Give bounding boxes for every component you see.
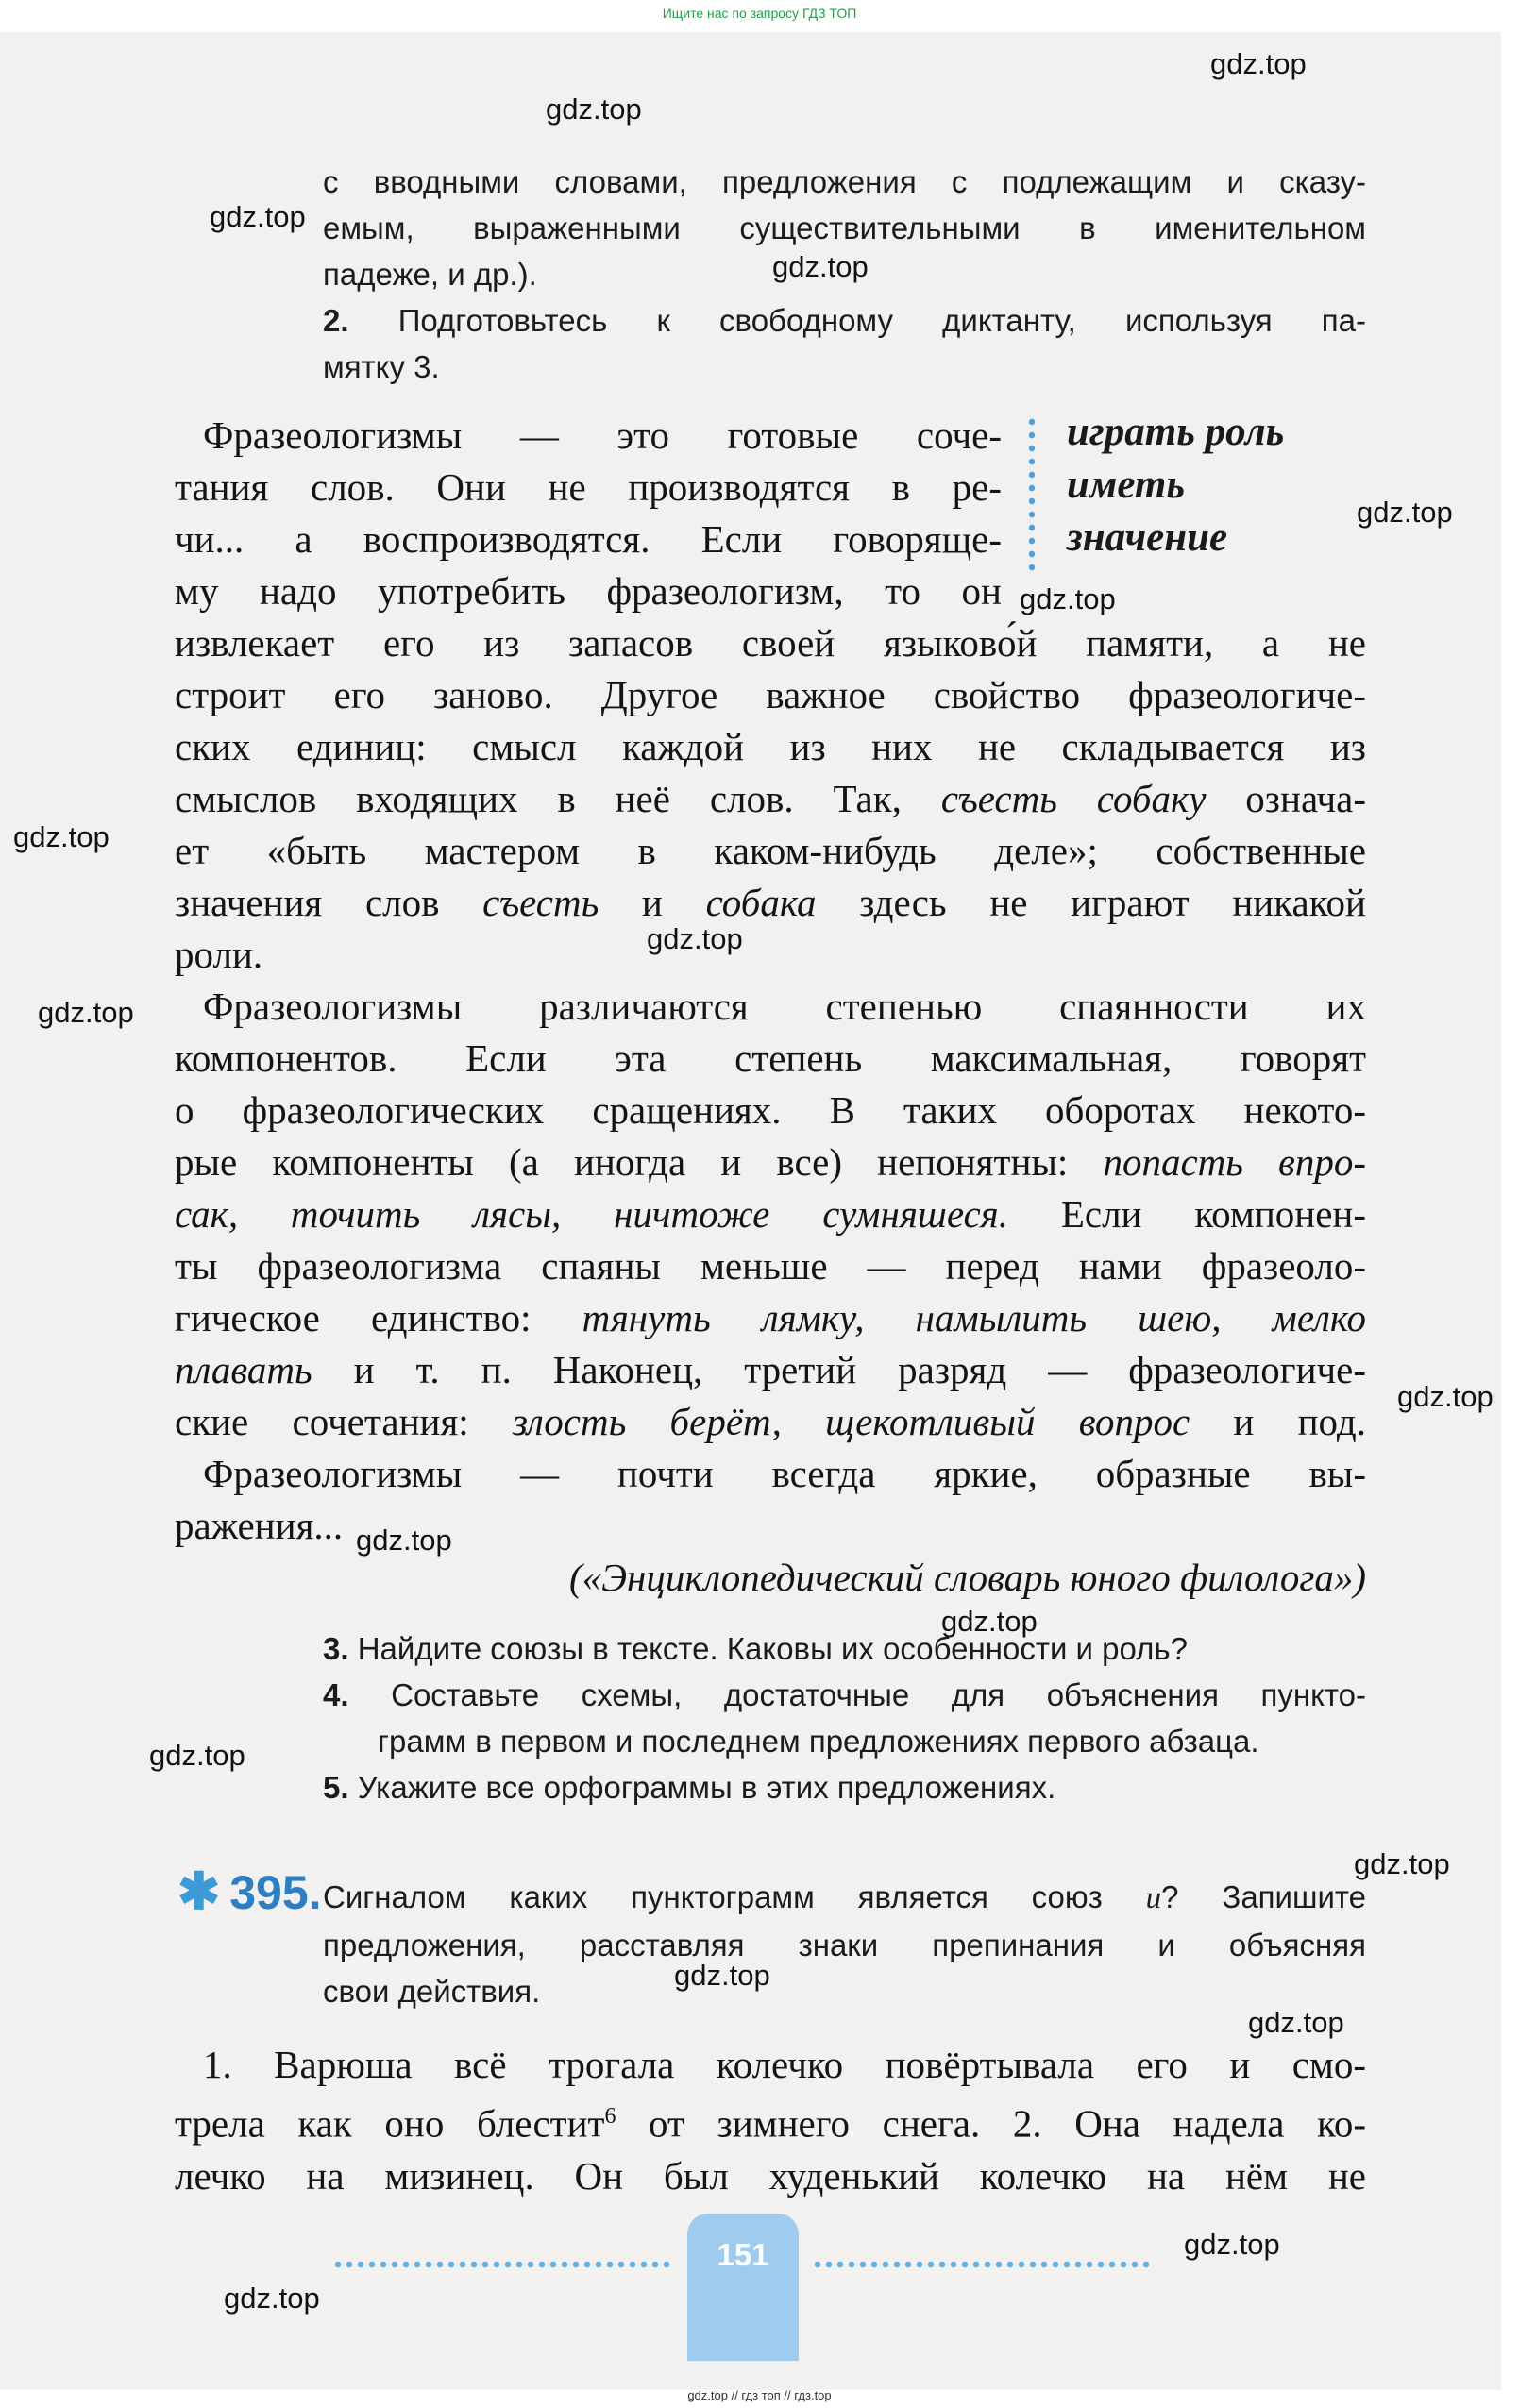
top-note: Ищите нас по запросу ГДЗ ТОП bbox=[662, 6, 857, 21]
watermark: gdz.top bbox=[149, 1739, 245, 1772]
text-line bbox=[175, 877, 1366, 929]
text-run: Если компонен- bbox=[1008, 1192, 1366, 1236]
text-run: и т. п. Наконец, третий разряд — фразеологиче- bbox=[312, 1348, 1366, 1391]
exercise-number-text: 395. bbox=[229, 1866, 322, 1919]
watermark: gdz.top bbox=[1184, 2228, 1280, 2261]
task-2 bbox=[323, 297, 1366, 390]
text-run: рые компоненты (а иногда и все) непонятны: bbox=[175, 1140, 1104, 1184]
text-run: Сигналом каких пунктограмм является союз bbox=[323, 1879, 1146, 1914]
text-line bbox=[323, 297, 1366, 344]
watermark: gdz.top bbox=[224, 2282, 320, 2315]
text-line: мятку 3. bbox=[323, 349, 440, 384]
text-run: от зимнего снега. 2. Она надела ко- bbox=[616, 2101, 1366, 2146]
footer-dots-left bbox=[332, 2261, 674, 2268]
text-line bbox=[175, 773, 1366, 825]
intro-text bbox=[323, 159, 1366, 297]
text-run: смыслов входящих в неё слов. Так, bbox=[175, 777, 941, 820]
watermark: gdz.top bbox=[13, 820, 110, 853]
text-run: трела как оно блестит bbox=[175, 2101, 605, 2146]
text-line: извлекает его из запасов своей языково́й памяти, а не bbox=[175, 621, 1366, 665]
text-line: Фразеологизмы — почти всегда яркие, образные вы- bbox=[203, 1452, 1366, 1495]
task-text: Найдите союзы в тексте. Каковы их особенности и роль? bbox=[357, 1631, 1188, 1666]
watermark: gdz.top bbox=[356, 1524, 452, 1557]
text-line bbox=[175, 1137, 1366, 1188]
page-number-tab bbox=[687, 2214, 799, 2361]
text-line bbox=[175, 1292, 1366, 1344]
exercise-number bbox=[177, 1861, 322, 1921]
text-line: Фразеологизмы — это готовые соче- bbox=[203, 413, 1002, 457]
exercise-instructions bbox=[323, 1874, 1366, 2014]
italic-phrase: и bbox=[1145, 1881, 1162, 1915]
text-line: свои действия. bbox=[323, 1974, 541, 2009]
text-line: ет «быть мастером в каком-нибудь деле»; собственные bbox=[175, 829, 1366, 872]
source-citation bbox=[175, 1552, 1366, 1604]
text-run: ские сочетания: bbox=[175, 1400, 513, 1443]
task-number: 4. bbox=[323, 1677, 349, 1712]
text-line: 1. Варюша всё трогала колечко повёртывала его и смо- bbox=[203, 2043, 1366, 2086]
watermark: gdz.top bbox=[1354, 1847, 1450, 1880]
text-line: строит его заново. Другое важное свойство фразеологиче- bbox=[175, 673, 1366, 716]
text-line: ских единиц: смысл каждой из них не складывается из bbox=[175, 725, 1366, 768]
text-line: тания слов. Они не производятся в ре- bbox=[175, 465, 1002, 509]
side-term: значение bbox=[1067, 515, 1228, 560]
text-line bbox=[323, 1625, 1366, 1672]
paragraph-2 bbox=[175, 981, 1366, 1448]
italic-phrase: попасть впро- bbox=[1103, 1140, 1366, 1184]
text-line bbox=[323, 1874, 1366, 1922]
watermark: gdz.top bbox=[210, 200, 306, 233]
exercise-text bbox=[175, 2039, 1366, 2202]
watermark: gdz.top bbox=[38, 996, 134, 1029]
text-line bbox=[323, 1672, 1366, 1718]
watermark: gdz.top bbox=[647, 922, 743, 955]
italic-phrase: собака bbox=[705, 881, 817, 924]
italic-phrase: сак, точить лясы, ничтоже сумняшеся. bbox=[175, 1192, 1008, 1236]
footnote-marker: 6 bbox=[604, 2104, 616, 2129]
text-line: компонентов. Если эта степень максимальная, говорят bbox=[175, 1036, 1366, 1080]
task-text: Укажите все орфограммы в этих предложениях. bbox=[357, 1770, 1056, 1805]
paragraph-1-full bbox=[175, 617, 1366, 981]
text-line: Фразеологизмы различаются степенью спаянности их bbox=[203, 985, 1366, 1028]
text-run: означа- bbox=[1206, 777, 1366, 820]
italic-phrase: съесть собаку bbox=[940, 777, 1207, 820]
watermark: gdz.top bbox=[1397, 1380, 1494, 1413]
source-text: («Энциклопедический словарь юного филолога») bbox=[569, 1556, 1366, 1599]
side-term: иметь bbox=[1067, 463, 1185, 507]
task-text: Составьте схемы, достаточные для объяснения пункто- bbox=[391, 1677, 1367, 1712]
text-line: грамм в первом и последнем предложениях первого абзаца. bbox=[378, 1724, 1259, 1759]
task-number: 2. bbox=[323, 303, 349, 338]
page-number: 151 bbox=[717, 2237, 769, 2272]
watermark: gdz.top bbox=[1248, 2006, 1344, 2039]
text-line: о фразеологических сращениях. В таких оборотах некото- bbox=[175, 1088, 1366, 1132]
text-line: емым, выраженными существительными в именительном bbox=[323, 210, 1366, 245]
watermark: gdz.top bbox=[674, 1959, 770, 1992]
text-run: и под. bbox=[1190, 1400, 1366, 1443]
bottom-note: gdz.top // гдз топ // гдз.top bbox=[687, 2388, 832, 2402]
text-line: чи... а воспроизводятся. Если говоряще- bbox=[175, 517, 1002, 561]
watermark: gdz.top bbox=[772, 250, 869, 283]
side-term: играть роль bbox=[1067, 410, 1285, 454]
italic-phrase: съесть bbox=[482, 881, 599, 924]
watermark: gdz.top bbox=[1357, 496, 1453, 529]
star-icon: ✱ bbox=[177, 1863, 221, 1920]
task-number: 5. bbox=[323, 1770, 349, 1805]
text-line bbox=[175, 1396, 1366, 1448]
text-line: му надо употребить фразеологизм, то он bbox=[175, 569, 1002, 613]
text-run: здесь не играют никакой bbox=[816, 881, 1366, 924]
watermark: gdz.top bbox=[941, 1605, 1038, 1638]
text-line: падеже, и др.). bbox=[323, 257, 537, 292]
footer-dots-right bbox=[812, 2261, 1154, 2268]
tasks-list bbox=[323, 1625, 1366, 1810]
italic-phrase: тянуть лямку, намылить шею, мелко bbox=[582, 1296, 1366, 1339]
side-terms bbox=[1067, 406, 1284, 564]
text-line: лечко на мизинец. Он был худенький колечко на нём не bbox=[175, 2153, 1366, 2198]
watermark: gdz.top bbox=[546, 93, 642, 126]
text-line bbox=[175, 1344, 1366, 1396]
task-text: Подготовьтесь к свободному диктанту, используя па- bbox=[397, 303, 1366, 338]
paragraph-3 bbox=[175, 1448, 1366, 1552]
italic-phrase: злость берёт, щекотливый вопрос bbox=[512, 1400, 1190, 1443]
paragraph-1-narrow bbox=[175, 410, 1002, 617]
text-line bbox=[175, 2091, 1366, 2150]
italic-phrase: плавать bbox=[175, 1348, 312, 1391]
watermark: gdz.top bbox=[1210, 47, 1307, 80]
text-run: и bbox=[599, 881, 706, 924]
text-run: ? Запишите bbox=[1161, 1879, 1366, 1914]
text-line: предложения, расставляя знаки препинания и объясняя bbox=[323, 1928, 1366, 1962]
text-run: гическое единство: bbox=[175, 1296, 582, 1339]
side-divider bbox=[1029, 415, 1035, 571]
task-number: 3. bbox=[323, 1631, 349, 1666]
text-line bbox=[323, 1764, 1366, 1810]
text-run: значения слов bbox=[175, 881, 483, 924]
text-line: ты фразеологизма спаяны меньше — перед нами фразеоло- bbox=[175, 1244, 1366, 1288]
text-line bbox=[175, 1188, 1366, 1240]
text-line: роли. bbox=[175, 933, 263, 976]
text-line: ражения... bbox=[175, 1504, 344, 1547]
watermark: gdz.top bbox=[1020, 582, 1116, 615]
text-line: с вводными словами, предложения с подлежащим и сказу- bbox=[323, 164, 1366, 199]
